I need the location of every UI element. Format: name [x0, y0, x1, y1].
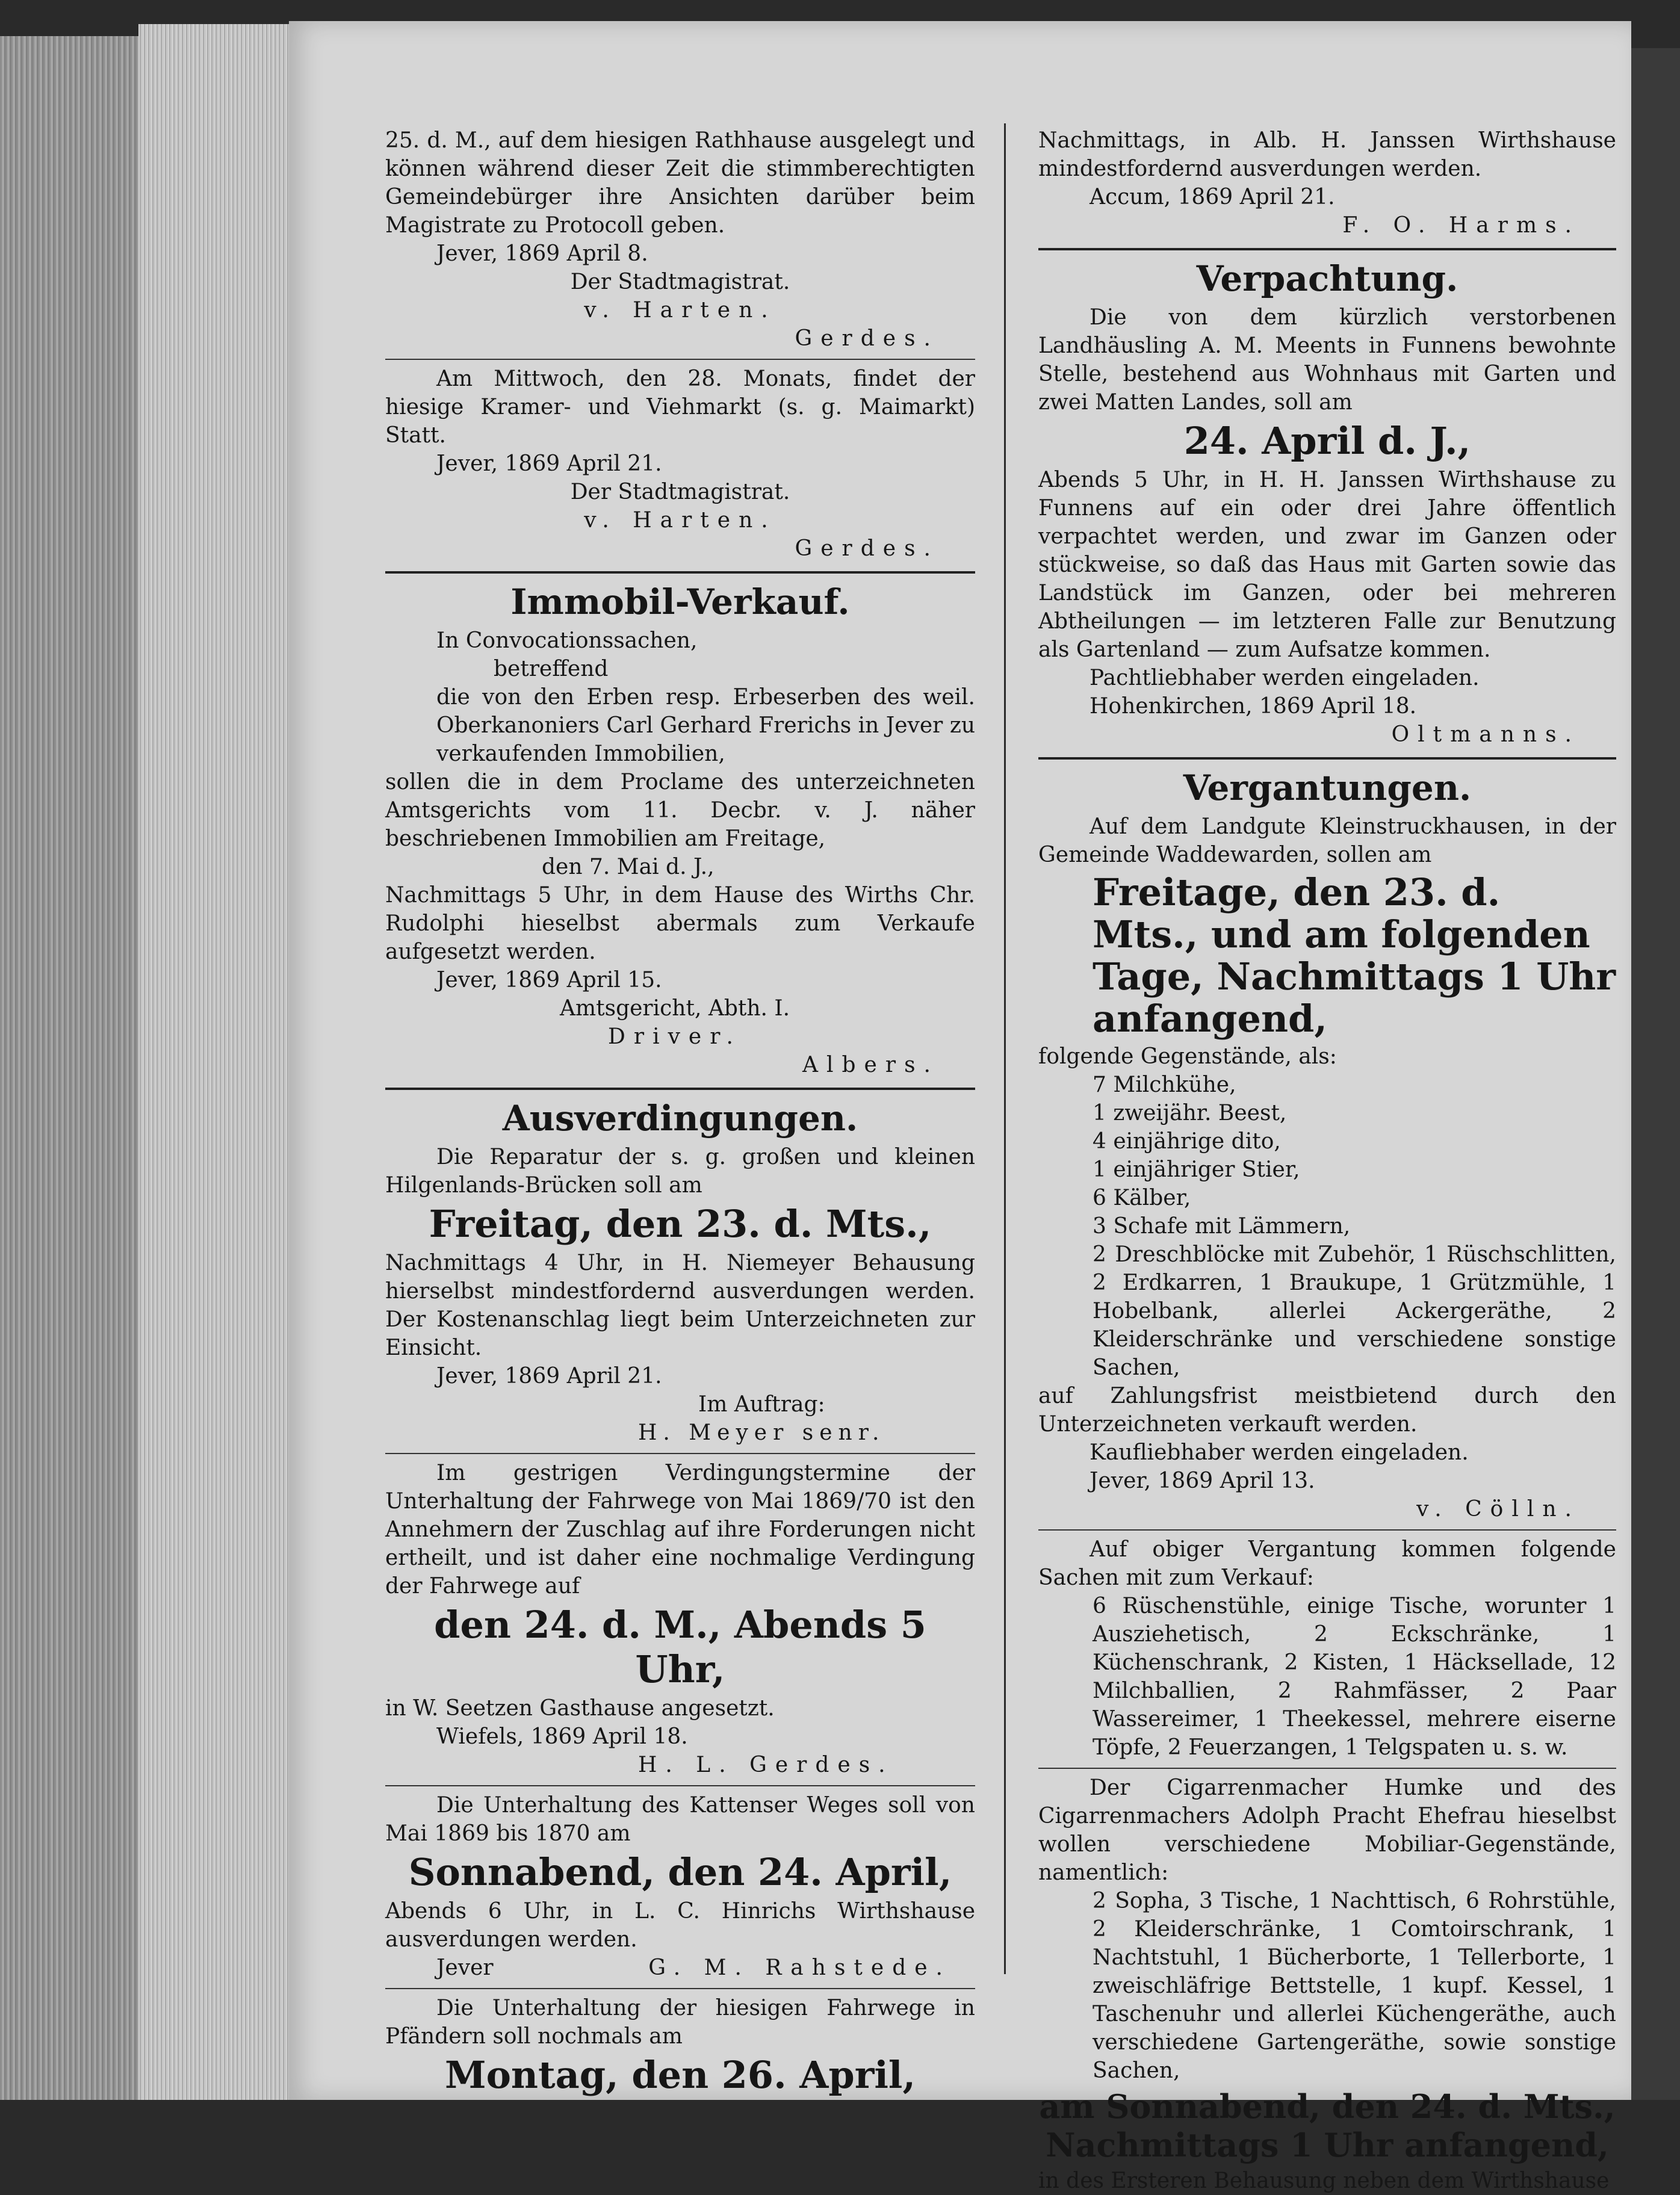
notice-text: 25. d. M., auf dem hiesigen Rathhause ausgelegt und können während dieser Zeit die stimmberechtigten Gemeindebürger ihre Ansichten darüber beim Magistrate zu Protocoll geben.	[385, 128, 975, 238]
authority: Im Auftrag:	[698, 1392, 825, 1417]
authority: Der Stadtmagistrat.	[570, 270, 790, 294]
notice-text: Abends 5 Uhr, in H. H. Janssen Wirthshause zu Funnens auf ein oder drei Jahre öffentlich verpachtet werden, und zwar im Ganzen oder stückweise, so daß das Haus mit Garten sowie das Landstück im Ganzen, oder bei mehreren Abtheilungen — im letzteren Falle zur Benutzung als Gartenland — zum Aufsatze kommen.	[1038, 468, 1616, 662]
notice-text: die von den Erben resp. Erbeserben des weil. Oberkanoniers Carl Gerhard Frerichs in Jever zu verkaufenden Immobilien,	[436, 685, 975, 766]
notice-text: in des Ersteren Behausung neben dem Wirthshause	[1038, 2169, 1610, 2193]
notice-text: 2 Sopha, 3 Tische, 1 Nachttisch, 6 Rohrstühle, 2 Kleiderschränke, 1 Comtoirschrank, 1 Nachtstuhl, 1 Bücherborte, 1 Tellerborte, 1 zweischläfrige Bettstelle, 1 kupf. Kessel, 1 Taschenuhr und allerlei Küchengeräthe, auch verschiedene Gartengeräthe, sowie sonstige Sachen,	[1093, 1889, 1616, 2083]
signature: Driver.	[608, 1024, 742, 1049]
notice-immobil-verkauf	[385, 627, 975, 1079]
notice-date-display: Montag, den 26. April,	[444, 2053, 916, 2097]
section-heading: Immobil-Verkauf.	[510, 581, 850, 622]
notice-text: Abends 6 Uhr, in L. C. Hinrichs Wirthshause ausverdungen werden.	[385, 1899, 975, 1952]
notice-stadtmagistrat-protocoll	[385, 126, 975, 353]
notice-text: In Convocationssachen,	[436, 628, 698, 653]
notice-maimarkt	[385, 365, 975, 563]
notice-text: sollen die in dem Proclame des unterzeichneten Amtsgerichts vom 11. Decbr. v. J. näher beschriebenen Immobilien am Freitage,	[385, 770, 975, 851]
notice-verpachtung	[1038, 303, 1616, 749]
item-list	[1038, 1071, 1616, 1382]
signature-line	[385, 1954, 975, 1982]
notice-fahrwege-pfaendern	[385, 1994, 975, 2097]
column-divider	[1004, 123, 1006, 1974]
notice-text: Am Mittwoch, den 28. Monats, findet der hiesige Kramer- und Viehmarkt (s. g. Maimarkt) Statt.	[385, 367, 975, 448]
notice-text: in W. Seetzen Gasthause angesetzt.	[385, 1696, 775, 1721]
notice-text: Auf obiger Vergantung kommen folgende Sachen mit zum Verkauf:	[1038, 1537, 1616, 1590]
list-item: 4 einjährige dito,	[1093, 1129, 1281, 1154]
notice-text: Die von dem kürzlich verstorbenen Landhäusling A. M. Meents in Funnens bewohnte Stelle, bestehend aus Wohnhaus mit Garten und zwei Matten Landes, soll am	[1038, 305, 1616, 415]
signature: Oltmanns.	[1391, 722, 1580, 747]
notice-text: Nachmittags, in Alb. H. Janssen Wirthshause mindestfordernd ausverdungen werden.	[1038, 128, 1616, 181]
notice-text: betreffend	[494, 657, 609, 681]
place-date: Jever, 1869 April 15.	[436, 968, 662, 992]
place: Jever	[436, 1955, 494, 1980]
notice-separator	[385, 1453, 975, 1454]
notice-date-display: am Sonnabend, den 24. d. Mts., Nachmittags 1 Uhr anfangend,	[1039, 2087, 1616, 2164]
notice-date-display: Sonnabend, den 24. April,	[408, 1850, 952, 1894]
notice-separator	[385, 359, 975, 360]
place-date: Accum, 1869 April 21.	[1090, 185, 1335, 209]
authority: Der Stadtmagistrat.	[570, 480, 790, 504]
notice-text: Pachtliebhaber werden eingeladen.	[1090, 666, 1480, 690]
notice-zusatz-verkauf	[1038, 1535, 1616, 1762]
section-rule	[385, 571, 975, 574]
book-cover-edge	[0, 36, 138, 2100]
section-heading: Ausverdingungen.	[502, 1098, 858, 1139]
list-item: 7 Milchkühe,	[1093, 1073, 1236, 1097]
notice-text: Im gestrigen Verdingungstermine der Unterhaltung der Fahrwege von Mai 1869/70 ist den Annehmern der Zuschlag auf ihre Forderungen nicht ertheilt, und ist daher eine nochmalige Verdingung der Fahrwege auf	[385, 1461, 975, 1599]
notice-text: Die Reparatur der s. g. großen und kleinen Hilgenlands-Brücken soll am	[385, 1145, 975, 1198]
list-item: 6 Kälber,	[1093, 1186, 1191, 1210]
signature: Albers.	[802, 1053, 939, 1077]
notice-separator	[385, 1785, 975, 1786]
notice-accum	[1038, 126, 1616, 240]
notice-hilgenlands-bruecken	[385, 1143, 975, 1447]
place-date: Jever, 1869 April 8.	[436, 241, 648, 266]
notice-date-display: den 24. d. M., Abends 5 Uhr,	[434, 1603, 926, 1691]
list-item: 1 zweijähr. Beest,	[1093, 1101, 1287, 1125]
notice-cigarrenmacher	[1038, 1774, 1616, 2195]
place-date: Jever, 1869 April 21.	[436, 1364, 662, 1389]
notice-separator	[385, 1988, 975, 1989]
signature: H. L. Gerdes.	[638, 1753, 894, 1777]
section-rule	[1038, 757, 1616, 760]
notice-text: Nachmittags 5 Uhr, in dem Hause des Wirths Chr. Rudolphi hieselbst abermals zum Verkaufe aufgesetzt werden.	[385, 883, 975, 964]
notice-text: folgende Gegenstände, als:	[1038, 1044, 1337, 1069]
page-stack-edge	[138, 24, 295, 2100]
notice-text: Nachmittags 4 Uhr, in H. Niemeyer Behausung hierselbst mindestfordernd ausverdungen werden. Der Kostenanschlag liegt beim Unterzeichneten zur Einsicht.	[385, 1251, 975, 1360]
place-date: Wiefels, 1869 April 18.	[436, 1724, 688, 1749]
notice-kattenser-weg	[385, 1791, 975, 1982]
signature: v. Harten.	[584, 508, 776, 533]
signature: v. Cölln.	[1416, 1497, 1580, 1522]
notice-date-display: Freitage, den 23. d. Mts., und am folgenden Tage, Nachmittags 1 Uhr anfangend,	[1093, 870, 1616, 1041]
signature: Gerdes.	[795, 326, 939, 351]
section-rule	[385, 1088, 975, 1090]
place-date: Jever, 1869 April 21.	[436, 451, 662, 476]
notice-fahrwege-wiefels	[385, 1459, 975, 1779]
notice-date-display: Freitag, den 23. d. Mts.,	[429, 1202, 932, 1246]
authority: Amtsgericht, Abth. I.	[560, 996, 790, 1021]
right-column	[1038, 126, 1616, 2195]
list-item: 1 einjähriger Stier,	[1093, 1157, 1300, 1182]
notice-date-display: 24. April d. J.,	[1183, 419, 1471, 463]
notice-kleinstruckhausen	[1038, 813, 1616, 1523]
notice-text: Der Cigarrenmacher Humke und des Cigarrenmachers Adolph Pracht Ehefrau hieselbst wollen verschiedene Mobiliar-Gegenstände, namentlich:	[1038, 1776, 1616, 1885]
section-rule	[1038, 248, 1616, 250]
signature: H. Meyer senr.	[638, 1420, 885, 1445]
scanner-background	[1631, 48, 1680, 2100]
notice-text: 6 Rüschenstühle, einige Tische, worunter 1 Ausziehetisch, 2 Eckschränke, 1 Küchenschrank, 2 Kisten, 1 Häcksellade, 12 Milchballien, 2 Rahmfässer, 2 Paar Wassereimer, 1 Theekessel, mehrere eiserne Töpfe, 2 Feuerzangen, 1 Telgspaten u. s. w.	[1093, 1594, 1616, 1760]
list-item: 2 Dreschblöcke mit Zubehör, 1 Rüschschlitten, 2 Erdkarren, 1 Braukupe, 1 Grützmühle, 1 Hobelbank, allerlei Ackergeräthe, 2 Kleiderschränke und verschiedene sonstige Sachen,	[1093, 1242, 1616, 1380]
signature: G. M. Rahstede.	[648, 1955, 951, 1980]
section-heading: Vergantungen.	[1183, 767, 1472, 808]
notice-text: Auf dem Landgute Kleinstruckhausen, in der Gemeinde Waddewarden, sollen am	[1038, 814, 1616, 867]
notice-separator	[1038, 1529, 1616, 1531]
left-column	[385, 126, 975, 2100]
notice-date: den 7. Mai d. J.,	[542, 855, 714, 879]
notice-separator	[1038, 1768, 1616, 1769]
signature: v. Harten.	[584, 298, 776, 323]
section-heading: Verpachtung.	[1196, 258, 1458, 299]
notice-text: Kaufliebhaber werden eingeladen.	[1090, 1440, 1469, 1465]
notice-text: Die Unterhaltung des Kattenser Weges soll von Mai 1869 bis 1870 am	[385, 1793, 975, 1846]
signature: Gerdes.	[795, 536, 939, 561]
notice-text: Die Unterhaltung der hiesigen Fahrwege in Pfändern soll nochmals am	[385, 1996, 975, 2049]
place-date: Hohenkirchen, 1869 April 18.	[1090, 694, 1417, 719]
list-item: 3 Schafe mit Lämmern,	[1093, 1214, 1351, 1239]
notice-text: auf Zahlungsfrist meistbietend durch den Unterzeichneten verkauft werden.	[1038, 1384, 1616, 1437]
signature: F. O. Harms.	[1342, 213, 1580, 238]
place-date: Jever, 1869 April 13.	[1090, 1469, 1315, 1493]
